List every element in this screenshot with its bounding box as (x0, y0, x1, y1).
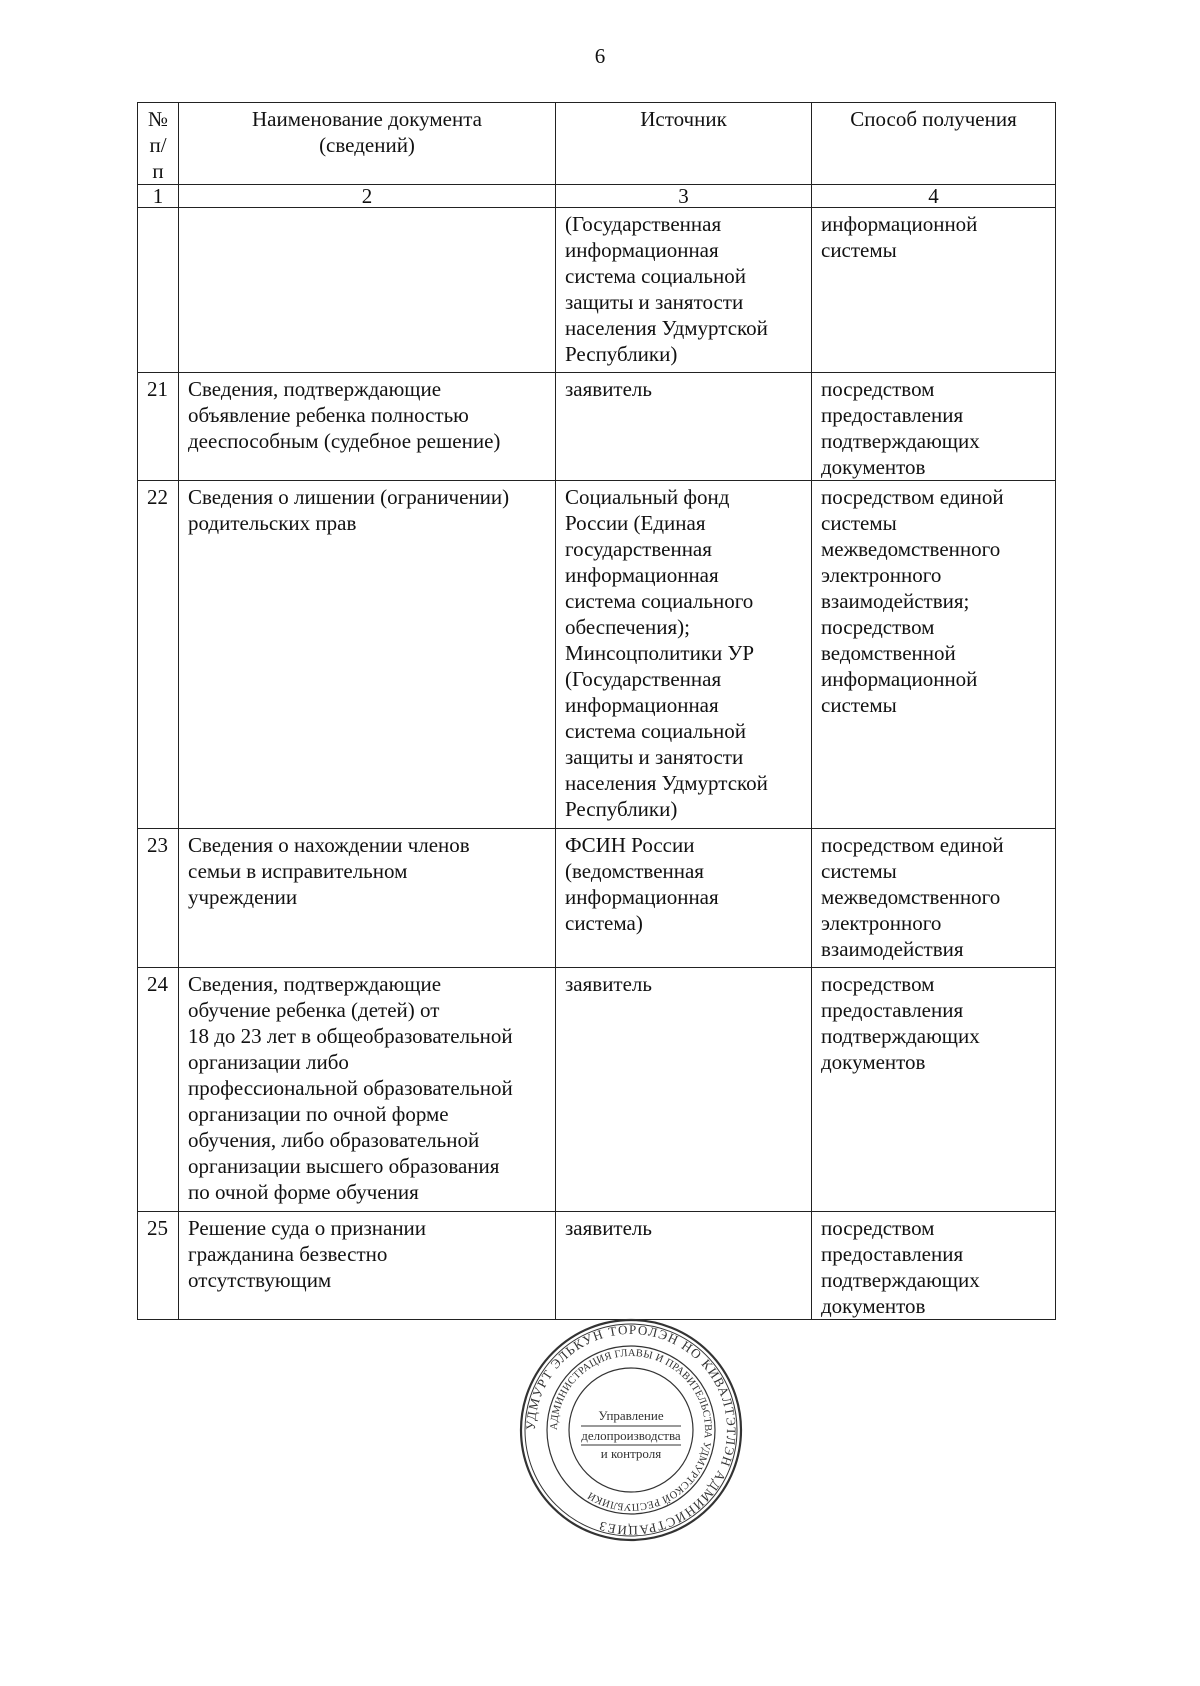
row-number: 25 (138, 1212, 179, 1320)
header-method: Способ получения (812, 103, 1056, 185)
header-source: Источник (556, 103, 812, 185)
column-number: 3 (556, 185, 812, 208)
column-number: 4 (812, 185, 1056, 208)
row-number: 21 (138, 373, 179, 481)
documents-table (137, 102, 1056, 1320)
row-source: заявитель (556, 968, 812, 1212)
row-method: информационной системы (812, 208, 1056, 373)
table-row (138, 481, 1056, 829)
header-number: № п/п (138, 103, 179, 185)
stamp-outer-text: УДМУРТ ЭЛЬКУН ТОРОЛЭН НО КИВАЛТЭТЛЭН АДМИНИСТРАЦИЕЗ (522, 1321, 740, 1539)
row-method: посредством предоставления подтверждающих документов (812, 1212, 1056, 1320)
row-number (138, 208, 179, 373)
row-method: посредством единой системы межведомственного электронного взаимодействия (812, 829, 1056, 968)
row-document-name: Решение суда о признании гражданина безвестно отсутствующим (179, 1212, 556, 1320)
table-row (138, 829, 1056, 968)
page-number: 6 (594, 44, 606, 68)
column-numbers-row (138, 185, 1056, 208)
row-source: (Государственная информационная система социальной защиты и занятости населения Удмуртской Республики) (556, 208, 812, 373)
stamp-center-line: Управление (598, 1408, 664, 1423)
row-source: заявитель (556, 1212, 812, 1320)
row-method: посредством предоставления подтверждающих документов (812, 968, 1056, 1212)
table-header-row (138, 103, 1056, 185)
stamp-center-line: и контроля (600, 1446, 662, 1461)
row-document-name: Сведения о лишении (ограничении) родительских прав (179, 481, 556, 829)
table-row (138, 208, 1056, 373)
table-row (138, 373, 1056, 481)
row-document-name: Сведения, подтверждающие объявление ребенка полностью дееспособным (судебное решение) (179, 373, 556, 481)
table-row (138, 1212, 1056, 1320)
row-document-name: Сведения, подтверждающие обучение ребенка (детей) от 18 до 23 лет в общеобразовательной организации либо профессиональной образовательной организации по очной форме обучения, либо образовательной организации высшего образования по очной форме обучения (179, 968, 556, 1212)
column-number: 1 (138, 185, 179, 208)
row-source: заявитель (556, 373, 812, 481)
row-number: 24 (138, 968, 179, 1212)
row-source: ФСИН России (ведомственная информационная система) (556, 829, 812, 968)
row-method: посредством предоставления подтверждающих документов (812, 373, 1056, 481)
row-number: 23 (138, 829, 179, 968)
table-row (138, 968, 1056, 1212)
header-document-name: Наименование документа (сведений) (179, 103, 556, 185)
official-stamp (519, 1318, 743, 1542)
stamp-inner-text: АДМИНИСТРАЦИЯ ГЛАВЫ И ПРАВИТЕЛЬСТВА УДМУРТСКОЙ РЕСПУБЛИКИ (548, 1347, 714, 1513)
stamp-center-line: делопроизводства (581, 1428, 681, 1443)
row-method: посредством единой системы межведомственного электронного взаимодействия; посредством ведомственной информационной системы (812, 481, 1056, 829)
row-source: Социальный фонд России (Единая государственная информационная система социального обеспечения); Минсоцполитики УР (Государственная информационная система социальной защиты и занятости населения Удмуртской Республики) (556, 481, 812, 829)
row-document-name: Сведения о нахождении членов семьи в исправительном учреждении (179, 829, 556, 968)
row-document-name (179, 208, 556, 373)
stamp-graphic (521, 1320, 741, 1540)
row-number: 22 (138, 481, 179, 829)
column-number: 2 (179, 185, 556, 208)
